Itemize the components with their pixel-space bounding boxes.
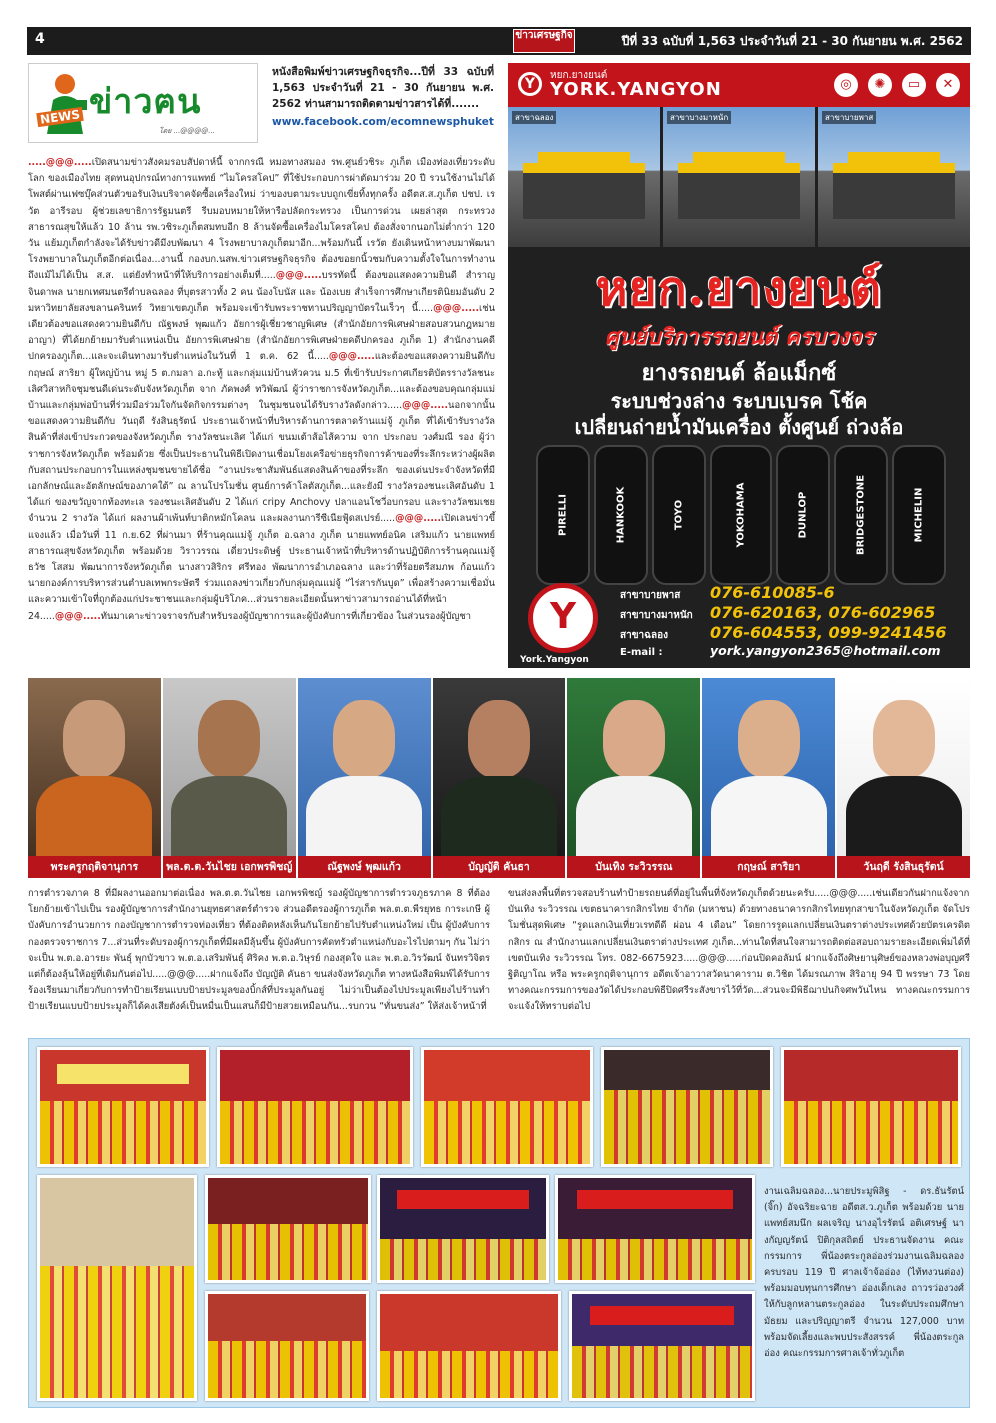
section-mark: .....@@@.....: [28, 157, 92, 168]
portrait: [298, 678, 431, 878]
portrait: [433, 678, 566, 878]
section-mark: @@@.....: [402, 400, 449, 412]
tire-brand: HANKOOK: [615, 486, 627, 544]
column-logo: [28, 63, 258, 143]
page-header: [27, 27, 971, 55]
portrait-caption: กฤษณ์ สาริยา: [702, 856, 835, 878]
branch-photos: [508, 107, 970, 247]
section-mark: @@@.....: [275, 270, 322, 282]
contact-row: [620, 623, 960, 643]
contact-label: E-mail :: [620, 647, 663, 658]
branch-photo-label: สาขาบางมาหนัก: [667, 111, 731, 124]
gossip-article: [28, 155, 495, 625]
tire-brand: MICHELIN: [913, 487, 925, 543]
branch-photo: [663, 107, 815, 247]
event-photo: [781, 1047, 961, 1167]
tire-image: [776, 445, 830, 585]
portrait-caption: พระครูกฤติจานุการ: [28, 856, 161, 878]
contact-brand: York.Yangyon: [520, 655, 589, 665]
tire-brand: YOKOHAMA: [735, 482, 747, 548]
event-photo: [377, 1175, 549, 1283]
event-photo-section: [28, 1038, 970, 1408]
tire-shop-advertisement: [508, 63, 970, 668]
tire-image: [536, 445, 590, 585]
contact-phone: 076-604553, 099-9241456: [710, 623, 947, 642]
contact-label: สาขาบายพาส: [620, 590, 681, 601]
contact-email: york.yangyon2365@hotmail.com: [710, 643, 941, 658]
event-photo: [205, 1291, 369, 1401]
portrait: [702, 678, 835, 878]
section-mark: @@@.....: [54, 610, 101, 622]
tire-brand: BRIDGESTONE: [855, 474, 867, 556]
branch-photo: [508, 107, 660, 247]
contact-phone: 076-620163, 076-602965: [710, 603, 936, 622]
ad-headline: หยก.ยางยนต์: [595, 261, 883, 317]
masthead-logo: ข่าวเศรษฐกิจ: [513, 29, 575, 53]
event-photo: [37, 1047, 209, 1167]
portrait: [163, 678, 296, 878]
article-paragraph: เช่นเดียวต้องขอแสดงความยินดีกับ ณัฐพงษ์ พุฒแก้ว อัยการผู้เชี่ยวชาญพิเศษ (สำนักอัยการพิเศษฝ่ายสอบสวนกฎหมายอาญา) ที่ได้ยกย้ายมารับตำแหน่งเป็น อัยการพิเศษฝ่าย (สำนักอัยการพิเศษฝ่ายคดีปกครอง ภูเก็ต 1) สำนักงานคดีปกครองภูเก็ต...และจะเดินทางมารับตำแหน่งในวันที่ 1 ต.ค. 62 นี้.....: [28, 302, 495, 363]
contact-label: สาขาบางมาหนัก: [620, 610, 693, 621]
logo-subtitle: โดย ...@@@@...: [159, 127, 215, 135]
branch-photo: [818, 107, 970, 247]
contact-row: [620, 583, 960, 603]
section-mark: @@@.....: [328, 351, 375, 363]
event-photo: [37, 1175, 197, 1401]
ad-top-bar: [508, 63, 970, 107]
event-caption: งานเฉลิมฉลอง...นายประมูพิสิฐ - ดร.ธันรัตน์ (จิ๊ก) อัจฉริยะฉาย อดีตส.ว.ภูเก็ต พร้อมด้วย นายแพทย์สมนึก ผลเจริญ นางอุไรรัตน์ อติเศรษฐ์ นางกัญญรัตน์ ปิติกุลสถิตย์ ประธานจัดงาน คณะกรรมการ พี่น้องตระกูลอ่องร่วมงานเฉลิมฉลองครบรอบ 119 ปี ศาลเจ้าจ้ออ่อง (ไท้ทงวนต่อง) พร้อมมอบทุนการศึกษา อ่องเด็กเลง ถาวรว่องวงศ์ ให้กับลูกหลานตระกูลอ่อง ในระดับประถมศึกษา มัธยม และปริญญาตรี จำนวน 127,000 บาท พร้อมจัดเลี้ยงและพบประสังสรรค์ พี่น้องตระกูลอ่อง คณะกรรมการศาลเจ้าทั่วภูเก็ต: [764, 1186, 964, 1360]
portrait: [28, 678, 161, 878]
contact-row: [620, 603, 960, 623]
contact-row: [620, 643, 960, 663]
lower-left-column: การตำรวจภาค 8 ที่มีผลงานออกมาต่อเนื่อง พล.ต.ต.วันไชย เอกพรพิชญ์ รองผู้บัญชาการตำรวจภูธรภาค 8 ที่ต้องโยกย้ายเข้าไปเป็น รองผู้บัญชาการสำนักงานยุทธศาสตร์ตำรวจ ส่วนอดีตรองผู้การภูเก็ต พล.ต.ต.พีรยุทธ การะเกษี ผู้บังคับการอำนวยการ กองบัญชาการตำรวจท่องเที่ยว ที่ต้องติดหลังเห็นกันโยกย้ายไปรับตำแหน่งใหม่ เป็น ผู้บังคับการกองตรวจราชการ 7...ส่วนที่ระดับรองผู้การภูเก็ตที่มีผลมีลุ้นขึ้น ผู้บังคับการคัดทรัวตำแหน่งกับอะไรไปตามๆ กัน ไม่ว่าจะเป็น พ.ต.อ.อารยะ พันธุ์ พุกบัวขาว พ.ต.อ.เสริมพันธุ์ ศิริคง พ.ต.อ.วิษุรย์ กองสุดใจ และ พ.ต.อ.วิรวัฒน์ จันทรวิจิตร แต่ก็ต้องลุ้นให้อยู่ที่เดิมกันต่อไป.....@@@.....ฝากแจ้งถึง บัญญัติ คันธา ขนส่งจังหวัดภูเก็ต ทางหนังสือพิมพ์ได้รับการร้องเรียนมาเกี่ยวกับการทำป้ายเรียนแบบป้ายประมูลของบิ้กส์ที่ประมูลกันอยู่ ไม่ว่าเป็นต้องไปประมูลเพียงไปร้านทำป้ายเรียนแบบป้ายประมูลก็ได้คงเสียตังค์เป็นหมื่นเป็นแสนก็มีป้ายสวยเหมือนกัน...รบกวน “ทั่นขนส่ง” ให้ส่งเจ้าหน้าที่: [28, 888, 490, 1013]
ad-service-line: ยางรถยนต์ ล้อแม็กซ์: [641, 361, 837, 386]
event-photo: [205, 1175, 371, 1283]
tire-image: [710, 445, 772, 585]
section-mark: @@@.....: [395, 513, 442, 525]
portrait-caption: วันฤดี รังสินธุรัตน์: [837, 856, 970, 878]
contact-logo-icon: Y: [528, 583, 598, 653]
event-photo: [555, 1175, 755, 1283]
event-photo: [601, 1047, 773, 1167]
ad-brand-english: YORK.YANGYON: [550, 79, 722, 100]
portrait: [837, 678, 970, 878]
portrait-strip: [28, 678, 970, 878]
article-paragraph: เปิดเลนข่าวขึ้แจงแล้ว เมื่อวันที่ 11 ก.ย.62 ที่ผ่านมา ที่ร้านคุณแม่จู้ ภูเก็ต อ.ฉลาง ภูเก็ต นายแพทย์อนิค เสริมแก้ว นายแพทย์สาธารณสุขจังหวัดภูเก็ต พร้อมด้วย วิราวรรณ เดี่ยวประดิษฐ์ ประธานเจ้าหน้าที่บริหารด้านปฏิบัติการร้านคุณแม่จู้ ธวัช โสสม พัฒนาการจังหวัดภูเก็ต นางสาวสิริกร ศรีทอง พัฒนาการอำเภอฉลาง และว่าที่ร้อยตรีสมภพ ก้อนแก้ว นายกองค์การบริหารส่วนตำบลเทพกระษัตรี ร่วมแถลงข่าวเกี่ยวกับกลุ่มคุณแม่จู้ “ไร่สารกันบูด” เพื่อสร้างความเชื่อมั่นและความเข้าใจที่ถูกต้องแก่ประชาชนและกลุ่มผู้บริโภค...ส่วนรายละเอียดนั้นหาข่าวสามารถอ่านได้ที่หน้า 24.....: [28, 513, 495, 622]
tire-lineup: [536, 445, 946, 585]
intro-text: หนังสือพิมพ์ข่าวเศรษฐกิจธุรกิจ...ปีที่ 33 ฉบับที่ 1,563 ประจำวันที่ 21 - 30 กันยายน พ.ศ. 2562 ท่านสามารถติดตามข่าวสารได้ที่.......: [272, 66, 494, 110]
ad-brand-thai: หยก.ยางยนต์: [550, 70, 608, 81]
tire-icon: ◎: [834, 73, 858, 97]
portrait-caption: บันเทิง ระวิวรรณ: [567, 856, 700, 878]
page-number: 4: [35, 31, 45, 47]
brand-logo-icon: Y: [518, 72, 542, 96]
ad-service-line: ระบบช่วงล่าง ระบบเบรค โช้ค: [610, 389, 868, 413]
contact-label: สาขาฉลอง: [620, 630, 668, 641]
event-photo: [569, 1291, 755, 1401]
tire-image: [892, 445, 946, 585]
event-photo: [421, 1047, 593, 1167]
contact-list: [620, 583, 960, 663]
tire-brand: PIRELLI: [557, 493, 569, 537]
article-paragraph: เปิดสนามข่าวสังคมรอบสัปดาห์นี้ จากกรณี หมอทางสมอง รพ.ศูนย์วชิระ ภูเก็ต เมืองท่องเที่ยวระดับโลก ของเมืองไทย สุดทนอุปกรณ์ทางการแพทย์ “ไมโครสโคป” ที่ใช้ประกอบการผ่าตัดมาร่วม 20 ปี รวนใช้งานไม่ได้ โพสต์ผ่านเฟซบุ๊คส่วนตัวขอรับเงินบริจาคจัดซื้อเครื่องใหม่ ว่าของบตามระบบถูกเขี่ยทิ้งทุกครั้ง อดีตส.ส.ภูเก็ต ปชป. เรวัต อารีรอบ ผู้ช่วยเลขาธิการรัฐมนตรี รีบมอบหมายให้หารือปลัดกระทรวง เป็นการด่วน เผยล่าสุด กระทรวงสาธารณสุขให้แล้ว 10 ล้าน รพ.วชิระภูเก็ตสมทบอีก 8 ล้านจัดซื้อเครื่องไมโครสโคป ต้องสั่งจากนอกไม่ต่ำกว่า 120 วัน แย้มภูเก็ตกำลังจะได้รับข่าวดีมีงบพัฒนา 4 โรงพยาบาลภูเก็ตมาอีก...พร้อมกันนี้ เรวัต ยังเดินหน้าหางบมาพัฒนาโรงพยาบาลในภูเก็ตอีกต่อเนื่อง...งานนี้ กองบก.นสพ.ข่าวเศรษฐกิจธุรกิจ ต้องขอยกนิ้วชมกับความตั้งใจในการทำงาน ถึงแม้ไม่ได้เป็น ส.ส. แต่ยังทำหน้าที่ให้บริการอย่างเต็มที่.....: [28, 157, 495, 282]
facebook-link[interactable]: www.facebook.com/ecomnewsphuket: [272, 116, 494, 128]
article-paragraph: นอกจากนั้น ขอแสดงความยินดีกับ วันฤดี รังสินธุรัตน์ ประธานเจ้าหน้าที่บริหารด้านการตลาดร้านแม่จู้ ภูเก็ต ที่ได้เข้ารับรางวัลสินค้าที่ส่งเข้าประกวดของจังหวัดภูเก็ต รางวัลชนะเลิศ ได้แก่ ขนมเต้าส้อไส้ความ จาก ประกอบ วงศ์มณี รอง ผู้ว่าราชการจังหวัดภูเก็ต พร้อมด้วย ซึ่งเป็นประธานในพิธีเปิดงานเชื่อมโยงเครือข่ายธุรกิจการค้าของที่ระลึกระหว่างผู้ผลิตกับสถานประกอบการในแหล่งชุมชนขายได้ชื่อ “งานประชาสัมพันธ์แสดงสินค้าของที่ระลึก ของเด่นประจำจังหวัดที่มีเอกลักษณ์และอัตลักษณ์ของภาคใต้” ณ ลานโปรโมชั่น ศูนย์การค้าโลตัสภูเก็ต...และยังมี รางวัลรองชนะเลิศอันดับ 1 ได้แก่ ของขวัญจากท้องทะเล รองชนะเลิศอันดับ 2 ได้แก่ cripy Anchovy ปลาแอนโชวี่อบกรอบ และรางวัลชมเชยจำนวน 2 รางวัล ได้แก่ ผลงานผ้าเพ้นท์บาติกหมักโคลน และผลงานการีซีเนียฟู้ดสเปรย์.....: [28, 400, 495, 525]
tools-icon: ✕: [936, 73, 960, 97]
lower-right-column: ขนส่งลงพื้นที่ตรวจสอบร้านทำป้ายรถยนต์ที่อยู่ในพื้นที่จังหวัดภูเก็ตด้วยนะครับ.....@@@.....เช่นเดียวกันฝากแจ้งจาก บันเทิง ระวิวรรณ เขตธนาคารกสิกรไทย จำกัด (มหาชน) ด้วยทางธนาคารกสิกรไทยทุกสาขาในจังหวัดภูเก็ต จัดโปรโมชั่นสุดพิเศษ “รูดแลกเงินเที่ยวเรทดีดี ผ่อน 4 เดือน” โดยการรูดแลกเปลี่ยนเงินตราต่างประเทศด้วยบัตรเครดิตกสิกร ณ สำนักงานแลกเปลี่ยนเงินตราต่างประเทศ ภูเก็ต...ท่านใดที่สนใจสามารถติดต่อสอบถามรายละเอียดเพิ่มได้ที่ เขตบันเทิง ระวิวรรณ โทร. 082-6675923.....@@@.....ก่อนปิดคอลัมน์ ฝากแจ้งถึงศิษยานุศิษย์ของหลวงพ่อบุญศรี ฐิติญาโณ หรือ พระครูกฤติจานุการ อดีตเจ้าอาวาสวัดนาคาราม ต.วิชิต ได้มรณภาพ สิริอายุ 94 ปี พรรษา 73 โดยทางคณะกรรมการของวัดได้ประกอบพิธีปิดศรีระสังขารไว้ที่วัด...ส่วนจะมีพิธีฌาปนกิจศพวันไหน ทางคณะกรรมการจะแจ้งให้ทราบต่อไป: [508, 888, 970, 1013]
portrait-caption: พล.ต.ต.วันไชย เอกพรพิชญ์: [163, 856, 296, 878]
section-mark: @@@.....: [433, 302, 480, 314]
article-paragraph: ทันมาเคาะข่าวจราจรกับสำหรับรองผู้บัญชาการและผู้บังคับการที่เกี่ยวข้อง ในส่วนรองผู้บัญชา: [100, 610, 472, 622]
service-icons: [834, 73, 960, 97]
tire-image: [652, 445, 706, 585]
tire-brand: TOYO: [673, 499, 685, 531]
tire-image: [834, 445, 888, 585]
portrait-caption: บัญญัติ คันธา: [433, 856, 566, 878]
ad-service-line: เปลี่ยนถ่ายน้ำมันเครื่อง ตั้งศูนย์ ถ่วงล้อ: [574, 415, 904, 439]
article-paragraph: และต้องขอแสดงความยินดีกับ กฤษณ์ สาริยา ผู้ใหญ่บ้าน หมู่ 5 ต.กมลา อ.กะทู้ และกลุ่มแม่บ้านหัวควน ม.5 ที่เข้ารับประกาศเกียรติบัตรรางวัลชนะเลิศวิสาหกิจชุมชนดีเด่นระดับจังหวัดภูเก็ต จาก ภัคพงศ์ ทวิพัฒน์ ผู้ว่าราชการจังหวัดภูเก็ต...และต้องขอบคุณกลุ่มแม่บ้านและกลุ่มพ่อบ้านที่ร่วมมือร่วมใจกันจัดกิจกรรมต่างๆ ในชุมชนจนได้รับรางวัลดังกล่าว.....: [28, 351, 495, 412]
portrait-caption: ณัฐพงษ์ พุฒแก้ว: [298, 856, 431, 878]
issue-line: ปีที่ 33 ฉบับที่ 1,563 ประจำวันที่ 21 - 30 กันยายน พ.ศ. 2562: [621, 34, 963, 48]
tire-brand: DUNLOP: [797, 491, 809, 539]
wheel-icon: ✺: [868, 73, 892, 97]
logo-news-tag: NEWS: [36, 107, 84, 127]
branch-photo-label: สาขาบายพาส: [822, 111, 876, 124]
portrait: [567, 678, 700, 878]
logo-title: ข่าวฅน: [89, 82, 202, 122]
article-paragraph: บรรทัดนี้ ต้องขอแสดงความยินดี สำราญ จินดาพล นายกเทศมนตรีตำบลฉลอง ที่บุตรสาวทั้ง 2 คน น้องโบนัส และ น้องเบย สำเร็จการศึกษาเกียรตินิยมอันดับ 2 มหาวิทยาลัยสงขลานครินทร์ วิทยาเขตภูเก็ต พร้อมจะเข้ารับพระราชทานปริญญาบัตรในเร็วๆ นี้.....: [28, 270, 495, 314]
intro-block: [272, 64, 494, 130]
car-icon: ▭: [902, 73, 926, 97]
branch-photo-label: สาขาฉลอง: [512, 111, 556, 124]
event-photo: [377, 1291, 561, 1401]
contact-phone: 076-610085-6: [710, 583, 835, 602]
ad-subheadline: ศูนย์บริการรถยนต์ ครบวงจร: [604, 325, 874, 350]
event-photo: [217, 1047, 413, 1167]
tire-image: [594, 445, 648, 585]
